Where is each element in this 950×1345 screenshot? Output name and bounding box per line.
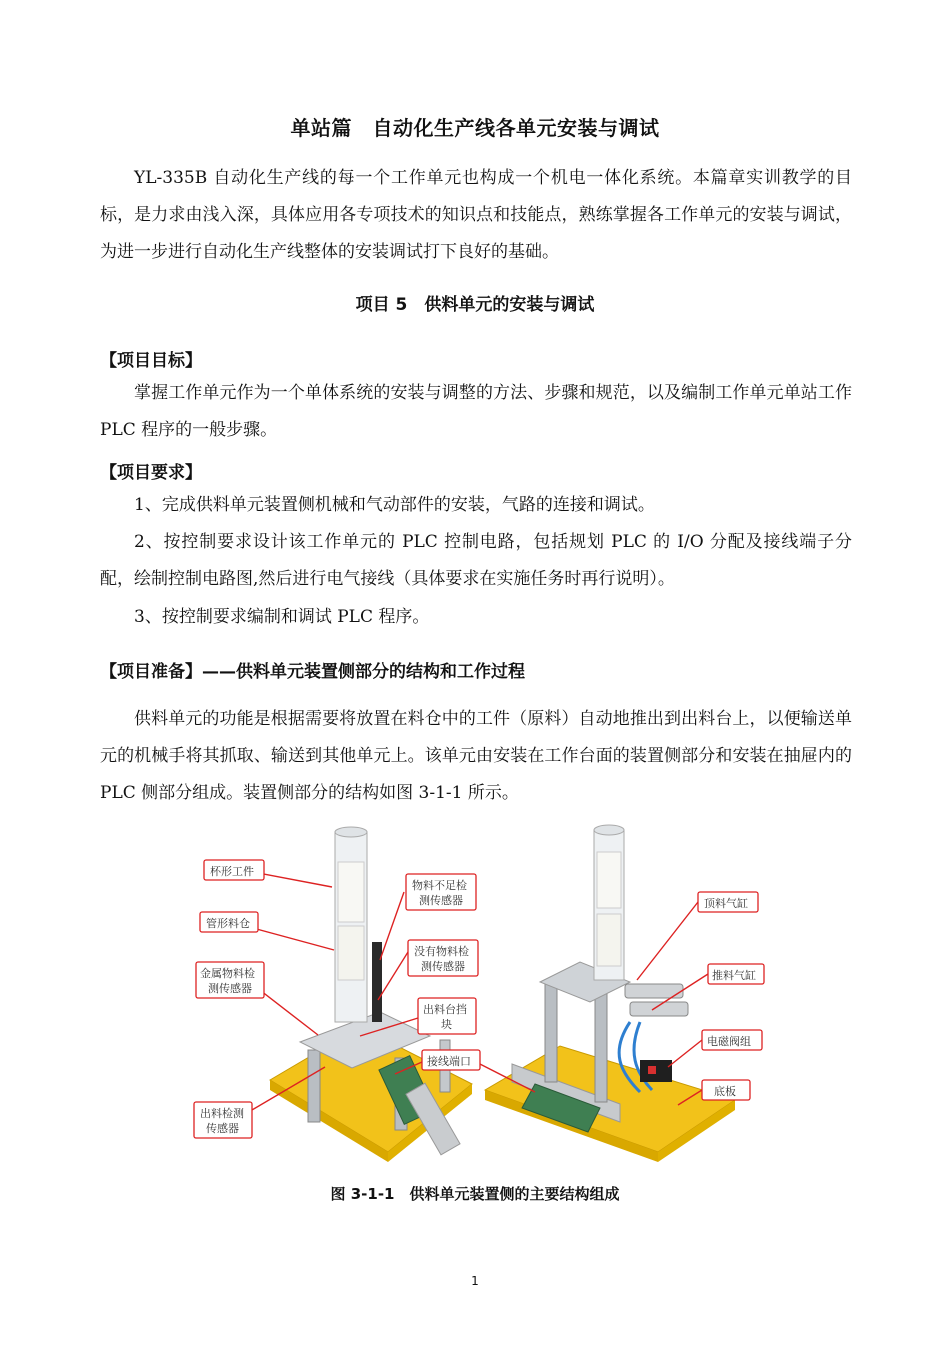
svg-text:出料检测: 出料检测 xyxy=(200,1107,244,1120)
svg-text:推料气缸: 推料气缸 xyxy=(712,969,756,982)
svg-text:管形料仓: 管形料仓 xyxy=(206,917,250,930)
callout-tube-magazine xyxy=(200,912,258,932)
svg-text:测传感器: 测传感器 xyxy=(421,960,465,973)
supply-unit-figure xyxy=(190,822,770,1182)
right-machine-illustration xyxy=(485,825,735,1162)
callout-stop-block xyxy=(418,998,476,1034)
requirement-item-2: 2、按控制要求设计该工作单元的 PLC 控制电路，包括规划 PLC 的 I/O 分配及接线端子分配，绘制控制电路图,然后进行电气接线（具体要求在实施任务时再行说明）。 xyxy=(100,532,852,589)
svg-text:电磁阀组: 电磁阀组 xyxy=(707,1035,751,1048)
figure-caption: 图 3-1-1 供料单元装置侧的主要结构组成 xyxy=(330,1185,620,1203)
preparation-heading: 【项目准备】——供料单元装置侧部分的结构和工作过程 xyxy=(100,662,525,682)
svg-text:测传感器: 测传感器 xyxy=(208,982,252,995)
callout-top-cylinder xyxy=(698,892,758,912)
svg-text:测传感器: 测传感器 xyxy=(419,894,463,907)
callout-base-plate xyxy=(702,1080,750,1100)
svg-text:杯形工件: 杯形工件 xyxy=(210,865,254,878)
page-title: 单站篇 自动化生产线各单元安装与调试 xyxy=(290,116,660,140)
requirement-item-3: 3、按控制要求编制和调试 PLC 程序。 xyxy=(134,607,430,627)
svg-text:物料不足检: 物料不足检 xyxy=(412,879,467,892)
callout-empty-sensor xyxy=(408,940,478,976)
svg-text:金属物料检: 金属物料检 xyxy=(200,967,255,980)
page-number: 1 xyxy=(471,1274,479,1288)
callout-terminal-port xyxy=(422,1050,480,1070)
svg-text:出料台挡: 出料台挡 xyxy=(423,1003,467,1016)
project-title: 项目 5 供料单元的安装与调试 xyxy=(355,295,595,315)
requirements-heading: 【项目要求】 xyxy=(100,463,202,483)
intro-paragraph: YL-335B 自动化生产线的每一个工作单元也构成一个机电一体化系统。本篇章实训教学的目标，是力求由浅入深，具体应用各专项技术的知识点和技能点，熟练掌握各工作单元的安装与调试，为进一步进行自动化生产线整体的安装调试打下良好的基础。 xyxy=(100,168,852,262)
callout-shortage-sensor xyxy=(406,874,476,910)
callout-cup-workpiece xyxy=(204,860,264,880)
svg-text:底板: 底板 xyxy=(714,1085,736,1098)
goal-heading: 【项目目标】 xyxy=(100,351,202,371)
requirement-item-1: 1、完成供料单元装置侧机械和气动部件的安装，气路的连接和调试。 xyxy=(134,495,655,515)
callout-metal-sensor xyxy=(196,962,264,998)
goal-paragraph: 掌握工作单元作为一个单体系统的安装与调整的方法、步骤和规范，以及编制工作单元单站工作 PLC 程序的一般步骤。 xyxy=(100,383,852,440)
preparation-paragraph: 供料单元的功能是根据需要将放置在料仓中的工件（原料）自动地推出到出料台上，以便输送单元的机械手将其抓取、输送到其他单元上。该单元由安装在工作台面的装置侧部分和安装在抽屉内的 PLC 侧部分组成。装置侧部分的结构如图 3-1-1 所示。 xyxy=(100,709,852,803)
svg-text:没有物料检: 没有物料检 xyxy=(414,945,469,958)
svg-text:传感器: 传感器 xyxy=(206,1122,239,1135)
svg-text:块: 块 xyxy=(441,1018,452,1031)
callout-push-cylinder xyxy=(708,964,764,984)
callout-valve-group xyxy=(702,1030,762,1050)
svg-text:接线端口: 接线端口 xyxy=(427,1055,471,1068)
svg-text:顶料气缸: 顶料气缸 xyxy=(704,897,748,910)
callout-output-sensor xyxy=(194,1102,252,1138)
